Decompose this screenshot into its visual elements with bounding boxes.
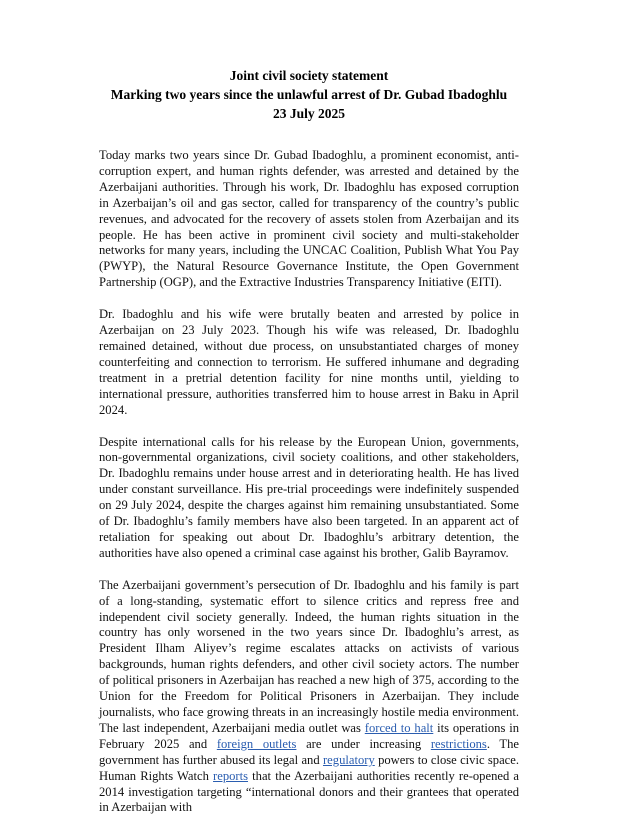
link-foreign-outlets[interactable]: foreign outlets — [216, 736, 297, 751]
link-regulatory[interactable]: regulatory — [322, 752, 375, 767]
paragraph-4-text: The Azerbaijani government’s persecution of Dr. Ibadoghlu and his family is part of a long-standing, systematic effort to silence critics and repress free and independent civil society generally. Indeed, the human rights situation in the country has only worsened in the two years since Dr. Ibadoghlu’s arrest, as President Ilham Aliyev’s regime escalates attacks on activists of various backgrounds, human rights defenders, and other civil society actors. The number of political prisoners in Azerbaijan has reached a new high of 375, according to the Union for the Freedom for Political Prisoners in Azerbaijan. They include journalists, who face growing threats in an increasingly hostile media environment. The last independent, Azerbaijani media outlet was — [99, 577, 519, 735]
paragraph-4-text: are under increasing — [296, 736, 431, 751]
paragraph-3: Despite international calls for his release by the European Union, governments, non-governmental organizations, civil society coalitions, and other stakeholders, Dr. Ibadoghlu remains under house arrest and in deteriorating health. He has lived under constant surveillance. His pre-trial proceedings were indefinitely suspended on 29 July 2024, despite the charges against him remaining unsubstantiated. Some of Dr. Ibadoghlu’s family members have also been targeted. In an apparent act of retaliation for speaking out about Dr. Ibadoghlu’s arbitrary detention, the authorities have also opened a criminal case against his brother, Galib Bayramov. — [99, 434, 519, 560]
paragraph-1: Today marks two years since Dr. Gubad Ibadoghlu, a prominent economist, anti-corruption expert, and human rights defender, was arrested and detained by the Azerbaijani authorities. Through his work, Dr. Ibadoghlu has exposed corruption in Azerbaijan’s oil and gas sector, called for transparency of the country’s public revenues, and advocated for the recovery of assets stolen from Azerbaijan and its people. He has been active in prominent civil society and multi-stakeholder networks for many years, including the UNCAC Coalition, Publish What You Pay (PWYP), the Natural Resource Governance Institute, the Open Government Partnership (OGP), and the Extractive Industries Transparency Initiative (EITI). — [99, 148, 519, 290]
link-reports[interactable]: reports — [213, 768, 249, 783]
statement-title: Joint civil society statement — [229, 68, 389, 83]
paragraph-4-text: its operations in February 2025 and — [99, 720, 519, 751]
link-forced-to-halt[interactable]: forced to halt — [364, 720, 434, 735]
statement-subtitle: Marking two years since the unlawful arrest of Dr. Gubad Ibadoghlu — [110, 87, 508, 102]
paragraph-4-text: that the Azerbaijani authorities recently re-opened a 2014 investigation targeting “international donors and their grantees that operated in Azerbaijan with — [99, 768, 519, 815]
link-restrictions[interactable]: restrictions — [430, 736, 487, 751]
paragraph-2: Dr. Ibadoghlu and his wife were brutally beaten and arrested by police in Azerbaijan on 23 July 2023. Though his wife was released, Dr. Ibadoghlu remained detained, without due process, on unsubstantiated charges of money counterfeiting and connection to terrorism. He suffered inhumane and degrading treatment in a pretrial detention facility for nine months until, yielding to international pressure, authorities transferred him to house arrest in Baku in April 2024. — [99, 307, 519, 417]
paragraph-4 — [99, 578, 519, 817]
paragraph-4-text: . The government has further abused its legal and — [99, 736, 519, 767]
paragraph-4-text: powers to close civic space. Human Rights Watch — [99, 752, 519, 783]
document-body — [99, 148, 519, 832]
statement-date: 23 July 2025 — [272, 106, 345, 121]
document-header — [0, 66, 618, 123]
